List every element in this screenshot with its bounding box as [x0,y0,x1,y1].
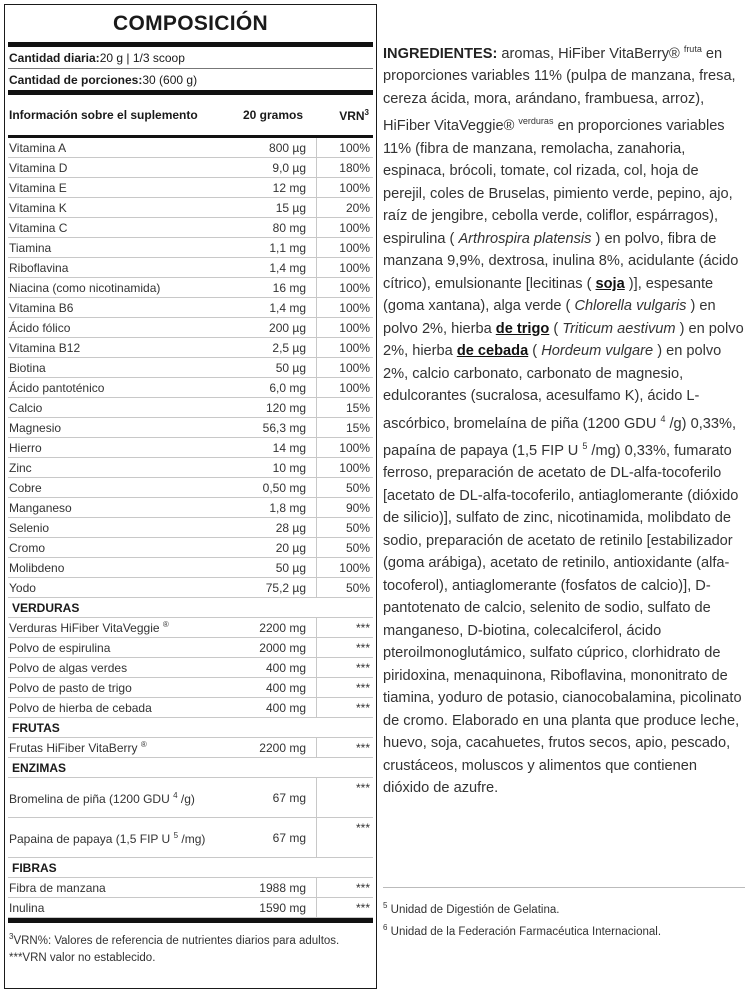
portions-label: Cantidad de porciones: [9,72,143,87]
ingredients-italic: Chlorella vulgaris [574,298,687,315]
nutrient-amount: 75,2 µg [235,578,317,597]
nutrient-name-text: Niacina (como nicotinamida) [9,280,161,295]
nutrient-row [8,578,373,598]
nutrient-name-text: Bromelina de piña (1200 GDU [9,792,170,806]
nutrient-name-unit: /g) [177,792,195,806]
ingredients-part: ) en polvo, fibra de manzana 9,9%, dextrosa, inulina 8%, acidulante (ácido cítrico), emulsionante [lecitinas ( [383,230,739,292]
ingredients-sup: fruta [683,44,702,54]
nutrient-name [8,221,235,235]
nutrient-name-text: Manganeso [9,500,72,515]
ingredients-part: /g) 0,33%, papaína de papaya (1,5 FIP U [383,415,737,459]
nutrient-name [8,701,235,715]
nutrient-name-text: Polvo de espirulina [9,640,111,655]
nutrient-name-text: Vitamina B6 [9,300,74,315]
nutrient-name [8,740,235,755]
nutrient-amount: 28 µg [235,518,317,537]
nutrient-name [8,901,235,915]
nutrient-amount: 14 mg [235,438,317,457]
nutrient-amount: 400 mg [235,678,317,697]
nutrient-amount: 1,4 mg [235,258,317,277]
nutrient-vrn: 100% [339,240,370,255]
ingredients-sup: 4 [660,413,666,424]
nutrient-name [8,141,235,155]
nutrient-row [8,218,373,238]
nutrient-amount: 80 mg [235,218,317,237]
footnote-fip-text: Unidad de la Federación Farmacéutica Internacional. [387,925,662,938]
fibras-list [5,878,376,918]
nutrient-name-text: Vitamina D [9,160,68,175]
nutrient-row [8,298,373,318]
nutrient-row [8,898,373,918]
ingredients-part: en proporciones variables 11% (fibra de manzana, remolacha, zanahoria, espinaca, brócoli, tomate, col rizada, col, hoja de perejil, coles de Bruselas, pimiento verde, pepino, ajo, raíz de jengibre, cebolla verde, coliflor, espárragos), espirulina ( [383,118,733,247]
allergen-soja: soja [595,275,625,292]
nutrient-vrn: *** [355,781,370,795]
nutrient-name-text: Calcio [9,400,43,415]
footnote-gdu-text: Unidad de Digestión de Gelatina. [387,903,560,916]
nutrient-vrn: *** [355,620,370,635]
nutrient-amount: 120 mg [235,398,317,417]
nutrient-amount: 50 µg [235,558,317,577]
nutrient-vrn: 100% [339,440,370,455]
nutrient-vrn: 100% [339,380,370,395]
nutrient-amount: 400 mg [235,658,317,677]
nutrient-amount: 0,50 mg [235,478,317,497]
nutrient-vrn: *** [355,660,370,675]
nutrient-vrn: 100% [339,560,370,575]
nutrient-name-text: Verduras HiFiber VitaVeggie [9,621,160,635]
daily-amount-label: Cantidad diaria: [9,50,100,65]
nutrient-amount: 1590 mg [235,898,317,917]
nutrient-vrn: 100% [339,280,370,295]
nutrient-name-sup: 4 [173,791,178,800]
nutrient-row [8,558,373,578]
nutrient-row [8,458,373,478]
nutrient-row [8,258,373,278]
ingredients-part: ( [528,343,542,360]
column-header [5,95,376,135]
nutrient-vrn: 100% [339,140,370,155]
nutrient-amount: 400 mg [235,698,317,717]
nutrient-vrn: 50% [345,480,370,495]
section-fibras: FIBRAS [8,858,373,878]
nutrient-vrn: 50% [345,580,370,595]
nutrient-name [8,581,235,595]
frutas-list [5,738,376,758]
section-enzimas: ENZIMAS [8,758,373,778]
ingredients-label: INGREDIENTES: [383,45,498,62]
nutrient-amount: 2200 mg [235,618,317,637]
nutrient-name [8,827,235,848]
footnote-vrn-sup: 3 [9,932,14,941]
nutrient-vrn: 20% [345,200,370,215]
nutrient-name-text: Riboflavina [9,260,69,275]
col-header-vrn-sup: 3 [364,107,369,117]
footnote-fip-sup: 6 [383,922,388,932]
nutrient-name-text: Cromo [9,540,46,555]
nutrient-name [8,201,235,215]
nutrient-name-text: Molibdeno [9,560,65,575]
nutrient-name-text: Vitamina B12 [9,340,81,355]
nutrient-row [8,378,373,398]
nutrient-name [8,181,235,195]
nutrient-name-text: Polvo de pasto de trigo [9,680,132,695]
nutrient-amount: 50 µg [235,358,317,377]
nutrient-name [8,361,235,375]
panel-title: COMPOSICIÓN [113,11,268,35]
nutrient-amount: 12 mg [235,178,317,197]
nutrient-name [8,341,235,355]
nutrient-name-text: Selenio [9,520,50,535]
nutrient-name [8,681,235,695]
nutrient-row [8,518,373,538]
nutrient-vrn: 100% [339,460,370,475]
nutrient-amount: 15 µg [235,198,317,217]
nutrient-name [8,521,235,535]
nutrient-vrn: *** [355,900,370,915]
nutrient-name-text: Cobre [9,480,42,495]
nutrient-name [8,561,235,575]
nutrient-vrn: *** [355,740,370,755]
allergen-cebada: de cebada [456,343,529,360]
nutrient-amount: 2200 mg [235,738,317,757]
nutrient-name-text: Magnesio [9,420,62,435]
verduras-list [5,618,376,718]
nutrient-name [8,541,235,555]
nutrient-vrn: 180% [339,160,370,175]
nutrient-row [8,638,373,658]
nutrient-amount: 800 µg [235,138,317,157]
section-frutas: FRUTAS [8,718,373,738]
daily-amount-row [5,47,376,68]
nutrient-name-text: Ácido fólico [9,320,71,335]
footnote-gdu-sup: 5 [383,901,388,910]
nutrient-row [8,358,373,378]
nutrient-row [8,818,373,858]
nutrient-row [8,438,373,458]
ingredients-part: en proporciones variables 11% (pulpa de manzana, fresa, cereza ácida, mora, arándano, frambuesa, arroz), HiFiber VitaVeggie® [383,45,736,135]
footnote-fip [383,919,661,941]
nutrient-row [8,158,373,178]
nutrient-vrn: 15% [345,400,370,415]
nutrient-vrn: *** [355,700,370,715]
nutrient-amount: 20 µg [235,538,317,557]
nutrient-row [8,878,373,898]
footnote-vrn-text: VRN%: Valores de referencia de nutrientes diarios para adultos. [13,934,340,947]
nutrition-panel [4,4,377,989]
nutrient-row [8,278,373,298]
nutrient-vrn: *** [355,640,370,655]
nutrient-name [8,421,235,435]
nutrient-name-text: Ácido pantoténico [9,380,105,395]
nutrient-name-text: Polvo de algas verdes [9,660,128,675]
portions-row [5,69,376,90]
nutrient-name-text: Tiamina [9,240,52,255]
nutrient-vrn: 100% [339,360,370,375]
nutrient-name-text: Biotina [9,360,46,375]
nutrient-name [8,881,235,895]
nutrient-row [8,338,373,358]
nutrient-amount: 67 mg [235,818,317,857]
section-verduras: VERDURAS [8,598,373,618]
nutrient-row [8,418,373,438]
nutrient-vrn: *** [355,880,370,895]
footnote-not-established: ***VRN valor no establecido. [9,951,156,964]
nutrient-name-text: Polvo de hierba de cebada [9,700,152,715]
ingredients-part: /mg) 0,33%, fumarato ferroso, preparación de acetato de DL-alfa-tocoferilo [acetato de DL-alfa-tocoferilo, antiaglomerante (dióxido de silicio)], sulfato de zinc, nicotinamida, molibdato de sodio, preparación de acetato de retinilo [estabilizador (goma arábiga), acetato de retinilo, antioxidante (alfa-tocoferol), antiaglomerante (fosfatos de calcio)], D-pantotenato de calcio, selenito de sodio, sulfato de manganeso, D-biotina, colecalciferol, ácido pteroilmonoglutámico, sulfato cúprico, clorhidrato de piridoxina, menaquinona, Riboflavina, mononitrato de tiamina, yoduro de potasio, cianocobalamina, picolinato de cromo. Elaborado en una planta que produce leche, huevo, soja, cacahuetes, frutos secos, apio, pescado, crustáceos, moluscos y alimentos que contienen dióxido de azufre. [383,442,742,797]
nutrient-name-text: Papaina de papaya (1,5 FIP U [9,832,171,846]
nutrient-name [8,261,235,275]
ingredients-part: ) en polvo 2%, hierba [383,320,744,360]
daily-amount-value: 20 g | 1/3 scoop [99,50,185,65]
nutrient-amount: 67 mg [235,778,317,817]
ingredients-italic: Hordeum vulgare [541,343,654,360]
nutrient-vrn: 100% [339,260,370,275]
nutrient-vrn: 100% [339,320,370,335]
nutrient-name [8,620,235,635]
nutrient-name-text: Inulina [9,900,45,915]
nutrient-amount: 200 µg [235,318,317,337]
nutrient-name-sup: ® [140,740,147,749]
vitamins-list [5,138,376,598]
nutrient-amount: 1,4 mg [235,298,317,317]
col-header-amount: 20 gramos [242,108,304,122]
ingredients-sup: verduras [518,116,554,127]
thick-divider [8,918,373,923]
ingredients-italic: Arthrospira platensis [458,230,592,247]
ingredients-sup: 5 [582,441,588,452]
nutrient-row [8,398,373,418]
nutrient-name [8,281,235,295]
nutrient-name [8,641,235,655]
ingredients-part: ( [549,320,563,337]
nutrient-name-text: Vitamina C [9,220,68,235]
nutrient-name [8,381,235,395]
nutrient-name [8,461,235,475]
col-header-vrn [316,108,372,123]
nutrient-name-text: Frutas HiFiber VitaBerry [9,741,138,755]
nutrient-name-text: Vitamina E [9,180,67,195]
nutrient-name [8,241,235,255]
portions-value: 30 (600 g) [142,72,198,87]
enzimas-list [5,778,376,858]
nutrient-name [8,441,235,455]
nutrient-vrn: 15% [345,420,370,435]
col-header-vrn-text: VRN [339,108,365,123]
nutrient-amount: 56,3 mg [235,418,317,437]
nutrient-vrn: *** [355,680,370,695]
nutrient-name-unit: /mg) [178,832,206,846]
nutrient-name [8,401,235,415]
nutrient-vrn: 100% [339,340,370,355]
nutrient-name [8,321,235,335]
col-header-name: Información sobre el suplemento [9,107,198,122]
nutrient-row [8,778,373,818]
nutrient-name-text: Zinc [9,460,32,475]
nutrient-amount: 1988 mg [235,878,317,897]
nutrient-row [8,618,373,638]
nutrient-vrn: *** [355,821,370,835]
nutrient-vrn: 100% [339,300,370,315]
nutrient-name [8,301,235,315]
nutrient-row [8,498,373,518]
nutrient-amount: 2000 mg [235,638,317,657]
nutrient-vrn: 50% [345,540,370,555]
ingredients-text [383,38,745,800]
nutrient-amount: 16 mg [235,278,317,297]
nutrient-name-sup: ® [162,620,169,629]
nutrient-name [8,481,235,495]
nutrient-row [8,698,373,718]
nutrient-row [8,658,373,678]
nutrient-row [8,138,373,158]
nutrient-row [8,678,373,698]
nutrient-name [8,161,235,175]
nutrient-vrn: 50% [345,520,370,535]
nutrient-name-text: Yodo [9,580,36,595]
ingredients-part: ) en polvo 2%, calcio carbonato, carbonato de magnesio, edulcorantes (sucralosa, acesulfamo K), ácido L-ascórbico, bromelaína de piña (1200 GDU [383,343,722,432]
nutrient-row [8,198,373,218]
nutrient-row [8,738,373,758]
nutrient-vrn: 100% [339,180,370,195]
footnotes-right [383,897,661,941]
nutrient-row [8,538,373,558]
nutrient-name-text: Fibra de manzana [9,880,106,895]
ingredients-part: )], espesante (goma xantana), alga verde ( [383,275,714,315]
nutrient-vrn: 90% [345,500,370,515]
ingredients-part: aromas, HiFiber VitaBerry® [497,45,684,62]
nutrient-name [8,501,235,515]
nutrient-amount: 1,1 mg [235,238,317,257]
footnote-vrn [5,928,376,950]
ingredients-italic: Triticum aestivum [562,320,676,337]
nutrient-name-text: Vitamina K [9,200,67,215]
nutrient-name-text: Vitamina A [9,140,67,155]
nutrient-amount: 1,8 mg [235,498,317,517]
nutrient-amount: 2,5 µg [235,338,317,357]
nutrient-name [8,661,235,675]
footnote-separator [383,887,745,888]
nutrient-name-sup: 5 [173,831,179,840]
ingredients-part: ) en polvo 2%, hierba [383,298,716,337]
nutrient-amount: 10 mg [235,458,317,477]
allergen-trigo: de trigo [495,320,550,337]
nutrient-row [8,238,373,258]
nutrient-name-text: Hierro [9,440,42,455]
nutrient-row [8,478,373,498]
nutrient-vrn: 100% [339,220,370,235]
footnote-gdu [383,897,661,919]
nutrient-amount: 6,0 mg [235,378,317,397]
nutrient-name [8,787,235,808]
nutrient-row [8,318,373,338]
nutrient-row [8,178,373,198]
nutrient-amount: 9,0 µg [235,158,317,177]
